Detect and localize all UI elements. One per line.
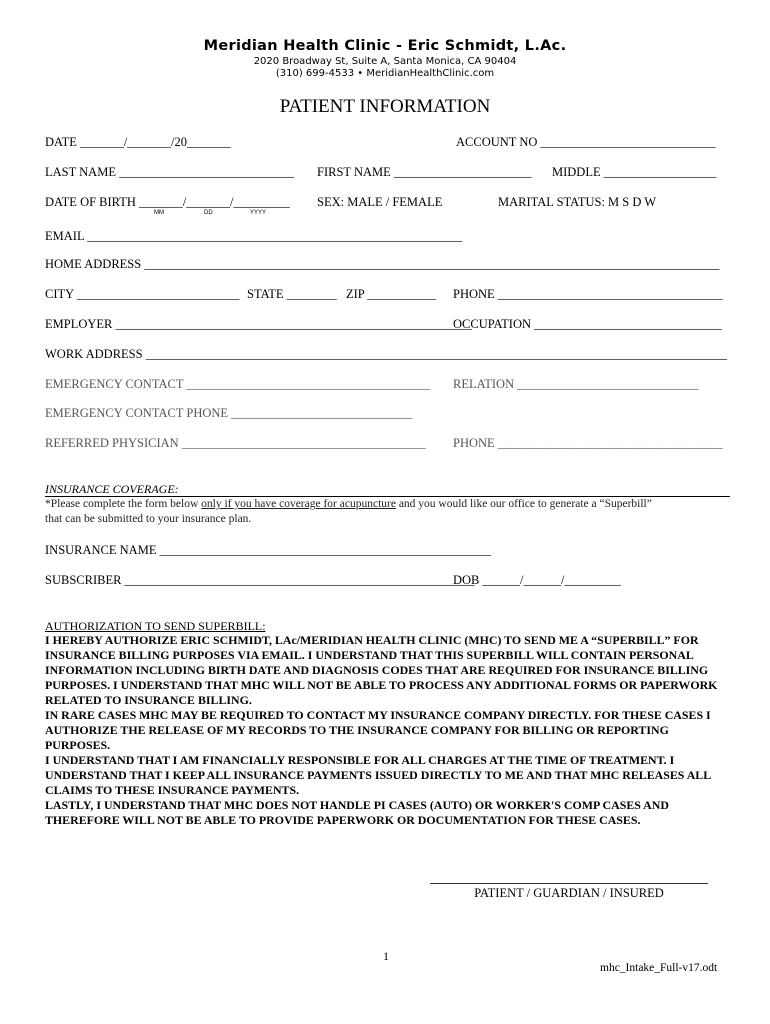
- insurance-heading: INSURANCE COVERAGE:: [45, 482, 179, 496]
- dob-mm-hint: MM: [154, 210, 164, 216]
- authorization-paragraph: IN RARE CASES MHC MAY BE REQUIRED TO CONTACT MY INSURANCE COMPANY DIRECTLY. FOR THESE CASES I AUTHORIZE THE RELEASE OF MY RECORDS TO THE INSURANCE COMPANY FOR BILLING OR REPORTING PURPOSES.: [45, 708, 711, 752]
- authorization-text: [45, 633, 735, 828]
- occupation-field[interactable]: OCCUPATION ______________________________: [453, 317, 722, 331]
- insurance-name-field[interactable]: INSURANCE NAME _____________________________________________________: [45, 543, 491, 557]
- dob-dd-hint: DD: [204, 210, 213, 216]
- authorization-paragraph: LASTLY, I UNDERSTAND THAT MHC DOES NOT HANDLE PI CASES (AUTO) OR WORKER'S COMP CASES AND THEREFORE WILL NOT BE ABLE TO PROVIDE PAPERWORK OR DOCUMENTATION FOR THESE CASES.: [45, 798, 669, 827]
- insurance-divider: [45, 496, 730, 497]
- dob-yyyy-hint: YYYY: [250, 210, 267, 216]
- account-no-field[interactable]: ACCOUNT NO ____________________________: [456, 135, 716, 149]
- page-title: PATIENT INFORMATION: [279, 96, 491, 117]
- referred-physician-field[interactable]: REFERRED PHYSICIAN _______________________________________: [45, 436, 426, 450]
- clinic-name: Meridian Health Clinic - Eric Schmidt, L.Ac.: [203, 38, 567, 54]
- subscriber-dob-field[interactable]: DOB ______/______/_________: [453, 573, 621, 587]
- date-of-birth-field[interactable]: DATE OF BIRTH _______/_______/_________: [45, 195, 290, 209]
- sex-field[interactable]: SEX: MALE / FEMALE: [317, 195, 443, 209]
- page-number: 1: [383, 949, 389, 963]
- employer-field[interactable]: EMPLOYER _________________________________________________________: [45, 317, 472, 331]
- insurance-note-b: and you would like our office to generate a “Superbill”: [395, 498, 652, 510]
- home-address-field[interactable]: HOME ADDRESS ____________________________________________________________________________________________: [45, 257, 720, 271]
- authorization-paragraph: I UNDERSTAND THAT I AM FINANCIALLY RESPONSIBLE FOR ALL CHARGES AT THE TIME OF TREATMENT. I UNDERSTAND THAT I KEEP ALL INSURANCE PAYMENTS ISSUED DIRECTLY TO ME AND THAT MHC RELEASES ALL CLAIMS TO THESE INSURANCE PAYMENTS.: [45, 753, 711, 797]
- signature-label: PATIENT / GUARDIAN / INSURED: [474, 886, 664, 900]
- physician-phone-field[interactable]: PHONE ____________________________________: [453, 436, 723, 450]
- zip-field[interactable]: ZIP ___________: [346, 287, 437, 301]
- work-address-field[interactable]: WORK ADDRESS _____________________________________________________________________________________________: [45, 347, 727, 361]
- authorization-heading: AUTHORIZATION TO SEND SUPERBILL:: [45, 619, 266, 633]
- signature-line[interactable]: [430, 883, 708, 884]
- phone-field[interactable]: PHONE ____________________________________: [453, 287, 723, 301]
- emergency-contact-field[interactable]: EMERGENCY CONTACT _______________________________________: [45, 377, 431, 391]
- authorization-paragraph: I HEREBY AUTHORIZE ERIC SCHMIDT, LAc/MERIDIAN HEALTH CLINIC (MHC) TO SEND ME A “SUPERBILL” FOR INSURANCE BILLING PURPOSES VIA EMAIL. I UNDERSTAND THAT THIS SUPERBILL WILL CONTAIN PERSONAL INFORMATION INCLUDING BIRTH DATE AND DIAGNOSIS CODES THAT ARE REQUIRED FOR INSURANCE BILLING PURPOSES. I UNDERSTAND THAT MHC WILL NOT BE ABLE TO PROCESS ANY ADDITIONAL FORMS OR PAPERWORK RELATED TO INSURANCE BILLING.: [45, 633, 718, 707]
- middle-name-field[interactable]: MIDDLE __________________: [552, 165, 717, 179]
- clinic-address: 2020 Broadway St, Suite A, Santa Monica, CA 90404: [253, 56, 517, 67]
- insurance-note-underlined: only if you have coverage for acupuncture: [201, 498, 396, 510]
- relation-field[interactable]: RELATION _____________________________: [453, 377, 699, 391]
- insurance-note-line2: that can be submitted to your insurance plan.: [45, 513, 252, 525]
- emergency-contact-phone-field[interactable]: EMERGENCY CONTACT PHONE _____________________________: [45, 406, 413, 420]
- last-name-field[interactable]: LAST NAME ____________________________: [45, 165, 295, 179]
- subscriber-field[interactable]: SUBSCRIBER ________________________________________________________: [45, 573, 475, 587]
- city-field[interactable]: CITY __________________________: [45, 287, 240, 301]
- marital-status-field[interactable]: MARITAL STATUS: M S D W: [498, 195, 657, 209]
- email-field[interactable]: EMAIL ____________________________________________________________: [45, 229, 463, 243]
- file-name: mhc_Intake_Full-v17.odt: [600, 962, 718, 974]
- insurance-note-a: *Please complete the form below: [45, 498, 202, 510]
- insurance-note-line1: [45, 498, 652, 510]
- clinic-contact: (310) 699-4533 • MeridianHealthClinic.com: [275, 68, 495, 79]
- date-field[interactable]: DATE _______/_______/20_______: [45, 135, 231, 149]
- state-field[interactable]: STATE ________: [247, 287, 337, 301]
- first-name-field[interactable]: FIRST NAME ______________________: [317, 165, 532, 179]
